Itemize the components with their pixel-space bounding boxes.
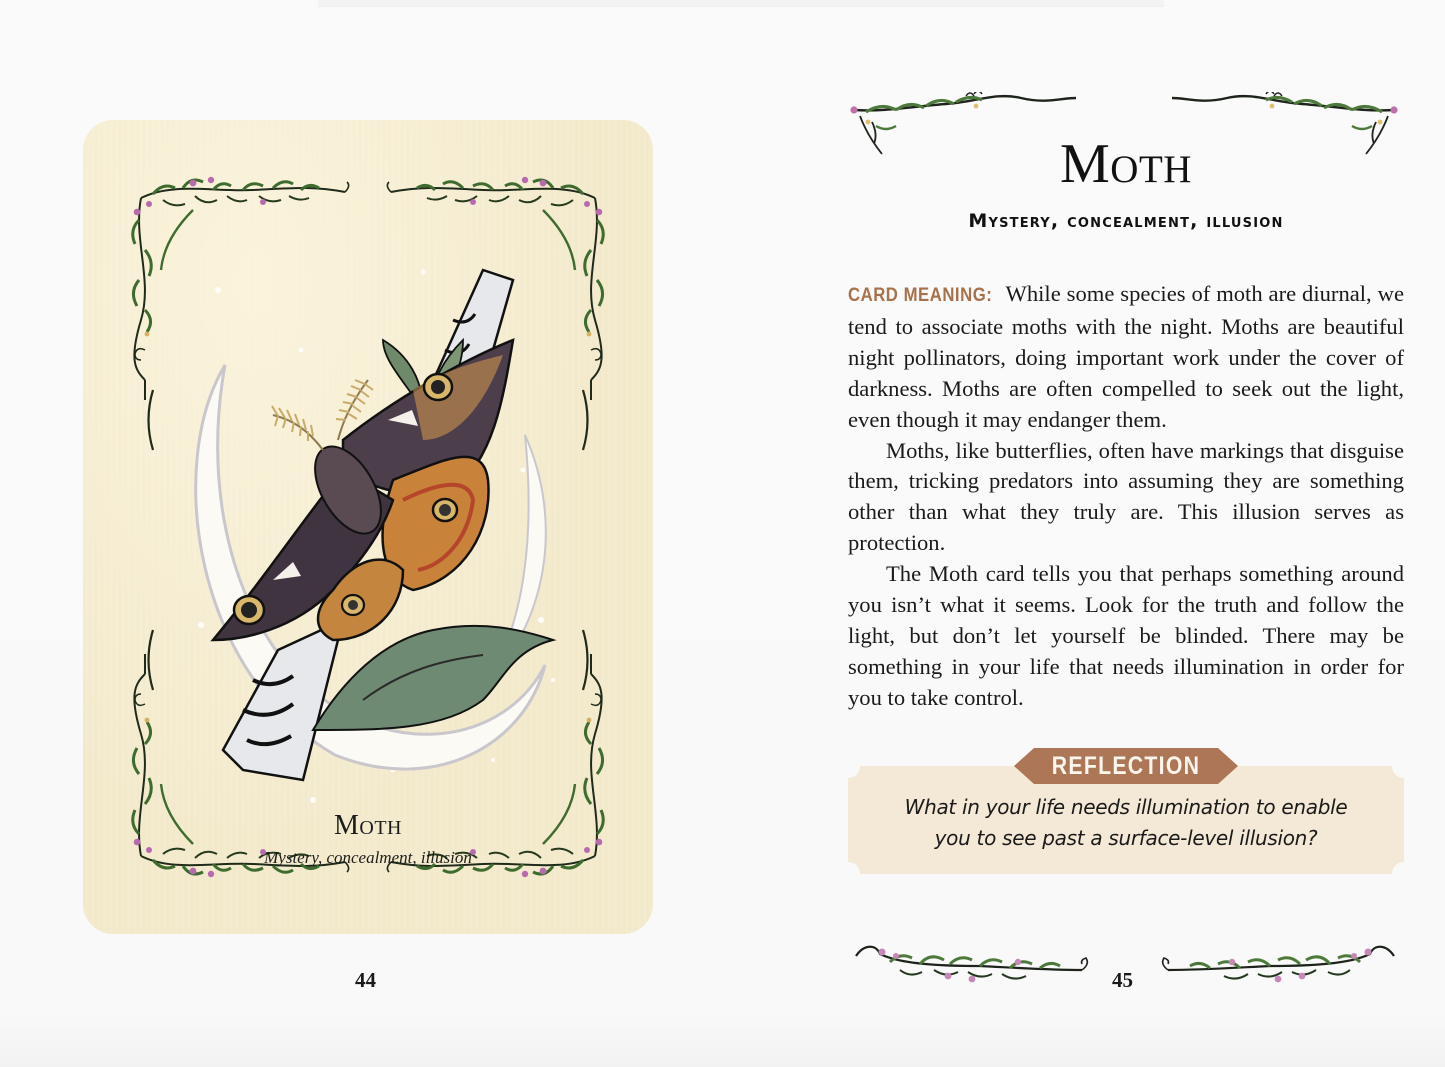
reflection-label: REFLECTION [1051,752,1201,780]
top-toolbar-edge [318,0,1164,7]
moth-illustration [183,260,563,790]
entry-keywords: Mystery, concealment, illusion [968,210,1284,232]
paragraph-2: Moths, like butterflies, often have markings that disguise them, tricking predators into assuming they are something other than what they truly are. This illusion serves as protection. [848,437,1404,556]
page-number-left: 44 [355,968,376,992]
reflection-badge [1014,748,1238,784]
reflection-question: What in your life needs illumination to enable you to see past a surface-level illusion? [904,795,1348,850]
paragraph-3: The Moth card tells you that perhaps something around you isn’t what it seems. Look for the truth and follow the light, but don’t let yourself be blinded. There may be something in your life that needs illumination in order for you to take control. [848,561,1404,710]
entry-title: Moth [1060,133,1192,195]
oracle-card [83,120,653,934]
card-meaning-label: CARD MEANING: [848,285,993,306]
paragraph-1: CARD MEANING: While some species of moth are diurnal, we tend to associate moths with the night. Moths are beautiful night pollinators, doing important work under the cover of darkness. Moths are often compelled to seek out the light, even though it may endanger them. [848,281,1404,432]
card-meaning-text [848,279,1404,714]
reflection-box [848,752,1404,874]
page-number-right: 45 [1112,968,1133,992]
card-subtitle: Mystery, concealment, illusion [264,848,472,867]
card-title: Moth [334,810,402,841]
